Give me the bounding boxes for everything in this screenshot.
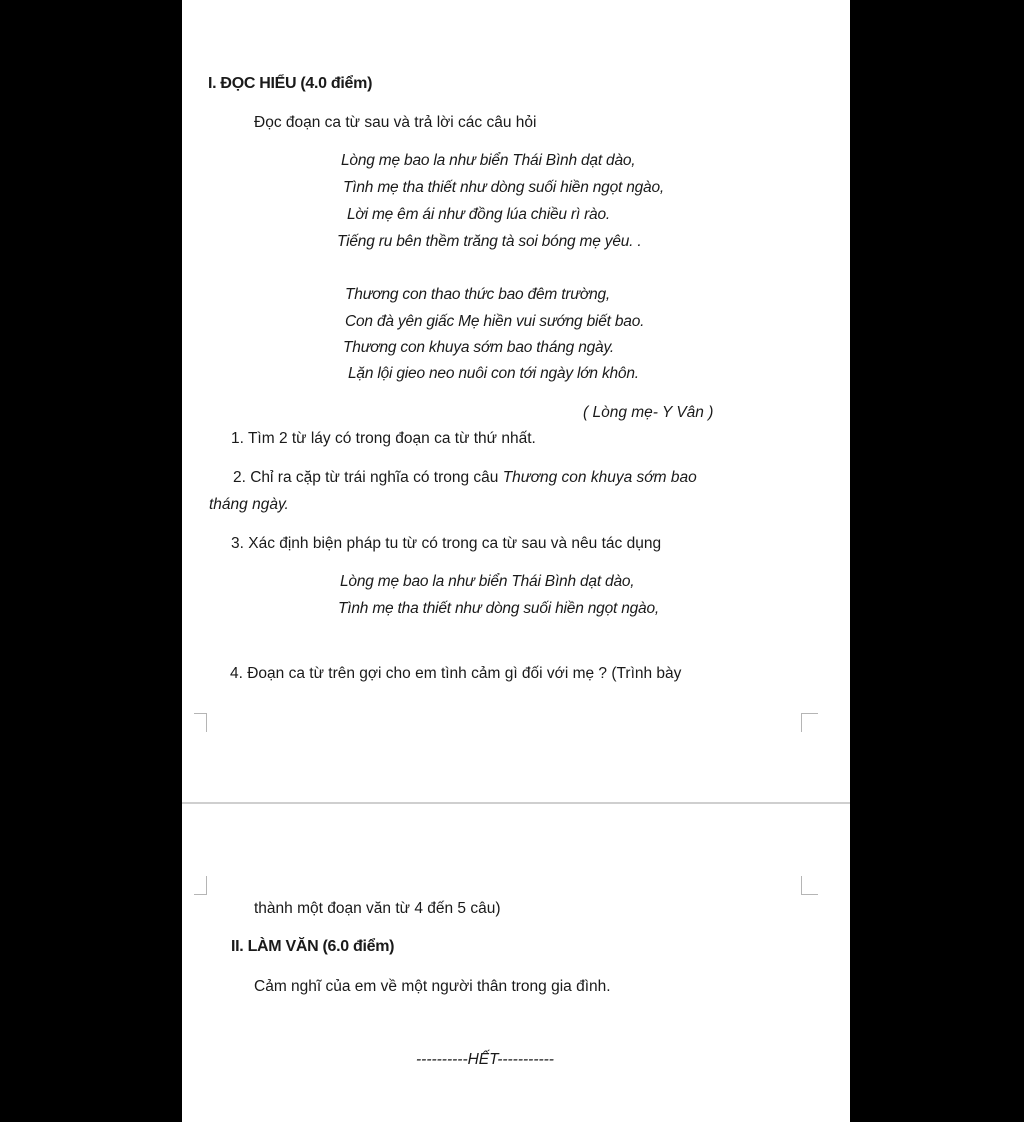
question-1: 1. Tìm 2 từ láy có trong đoạn ca từ thứ nhất. bbox=[231, 430, 536, 447]
question-3: 3. Xác định biện pháp tu từ có trong ca từ sau và nêu tác dụng bbox=[231, 535, 662, 552]
section-heading-writing: II. LÀM VĂN (6.0 điểm) bbox=[231, 938, 395, 955]
poem-line: Thương con khuya sớm bao tháng ngày. bbox=[343, 339, 614, 356]
poem-line: Thương con thao thức bao đêm trường, bbox=[345, 286, 611, 303]
page-corner-mark bbox=[194, 876, 207, 895]
question-4: 4. Đoạn ca từ trên gợi cho em tình cảm gì đối với mẹ ? (Trình bày bbox=[230, 665, 682, 682]
poem-line: Lặn lội gieo neo nuôi con tới ngày lớn khôn. bbox=[348, 365, 639, 382]
page-corner-mark bbox=[801, 876, 818, 895]
question-2-quote-continued: tháng ngày. bbox=[209, 496, 289, 513]
end-mark: ----------HẾT----------- bbox=[416, 1051, 554, 1068]
poem-line: Lòng mẹ bao la như biển Thái Bình dạt dào, bbox=[341, 152, 636, 169]
question-2-text: 2. Chỉ ra cặp từ trái nghĩa có trong câu bbox=[233, 469, 503, 486]
writing-prompt: Cảm nghĩ của em về một người thân trong gia đình. bbox=[254, 978, 611, 995]
poem-line: Lời mẹ êm ái như đồng lúa chiều rì rào. bbox=[347, 206, 610, 223]
page-corner-mark bbox=[801, 713, 818, 732]
section-heading-reading: I. ĐỌC HIỂU (4.0 điểm) bbox=[208, 75, 373, 92]
poem-line: Con đà yên giấc Mẹ hiền vui sướng biết bao. bbox=[345, 313, 645, 330]
quoted-line: Lòng mẹ bao la như biển Thái Bình dạt dào, bbox=[340, 573, 635, 590]
quoted-line: Tình mẹ tha thiết như dòng suối hiền ngọt ngào, bbox=[338, 600, 659, 617]
question-2 bbox=[233, 468, 697, 488]
page-corner-mark bbox=[194, 713, 207, 732]
poem-source: ( Lòng mẹ- Y Vân ) bbox=[583, 404, 714, 421]
question-4-continued: thành một đoạn văn từ 4 đến 5 câu) bbox=[254, 900, 501, 917]
poem-line: Tình mẹ tha thiết như dòng suối hiền ngọt ngào, bbox=[343, 179, 664, 196]
question-2-quote: Thương con khuya sớm bao bbox=[502, 469, 697, 486]
poem-line: Tiếng ru bên thềm trăng tà soi bóng mẹ yêu. . bbox=[337, 233, 642, 250]
page-break-divider bbox=[182, 802, 850, 804]
reading-instruction: Đọc đoạn ca từ sau và trả lời các câu hỏi bbox=[254, 114, 537, 131]
